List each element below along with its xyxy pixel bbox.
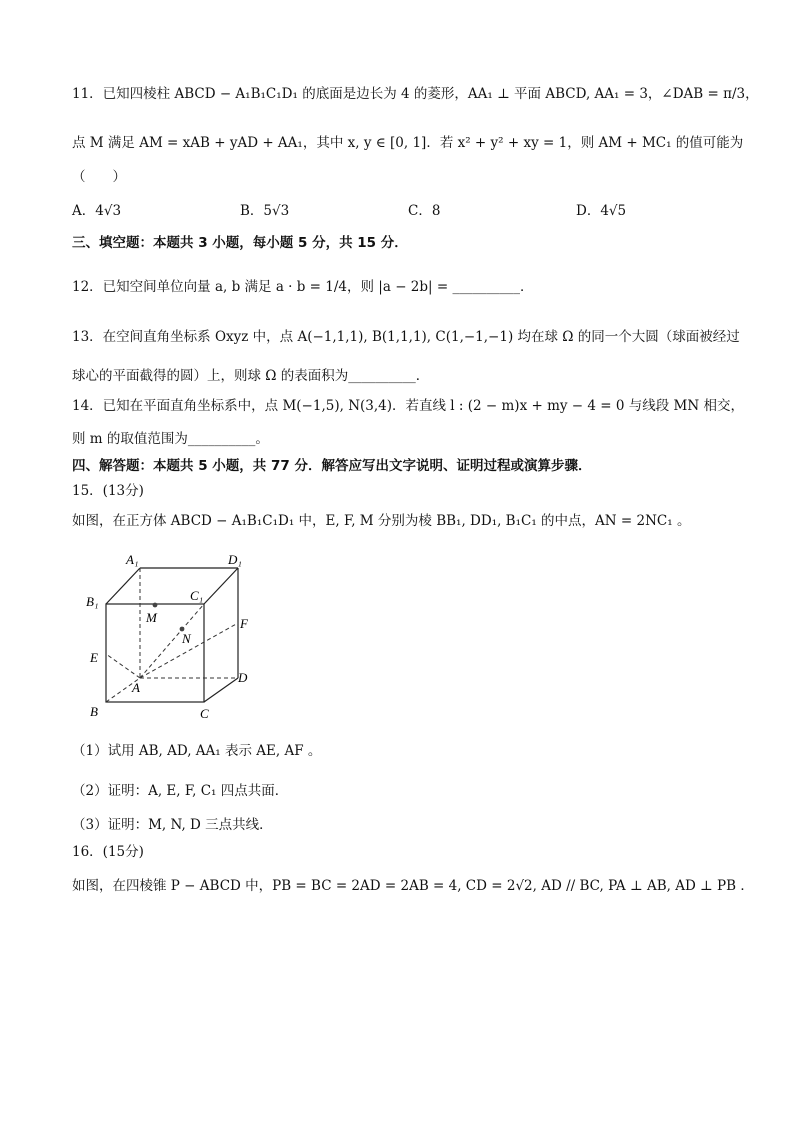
q11-option-c: C．8: [408, 203, 441, 219]
q13-line1: 13．在空间直角坐标系 Oxyz 中，点 A(−1,1,1), B(1,1,1), C(1,−1,−1) 均在球 Ω 的同一个大圆（球面被经过: [72, 329, 740, 345]
q16-stem: 如图，在四棱锥 P − ABCD 中，PB = BC = 2AD = 2AB = 4, CD = 2√2, AD // BC, PA ⊥ AB, AD ⊥ PB ．: [72, 878, 754, 894]
section3-heading: 三、填空题：本题共 3 小题，每小题 5 分，共 15 分．: [72, 235, 408, 251]
q13-line2: 球心的平面截得的圆）上，则球 Ω 的表面积为__________．: [72, 368, 430, 384]
label-n: N: [182, 631, 191, 646]
label-c1: C₁: [190, 588, 204, 603]
q15-header: 15．(13分): [72, 483, 144, 499]
label-b: B: [90, 704, 98, 719]
label-e: E: [90, 650, 98, 665]
label-c: C: [200, 706, 209, 721]
q11-line1: 11．已知四棱柱 ABCD − A₁B₁C₁D₁ 的底面是边长为 4 的菱形，AA₁ ⊥ 平面 ABCD, AA₁ = 3，∠DAB = π/3，: [72, 86, 759, 102]
label-a: A: [132, 680, 140, 695]
label-m: M: [146, 610, 157, 625]
q15-part1: （1）试用 AB, AD, AA₁ 表示 AE, AF 。: [72, 743, 322, 759]
q11-line2: 点 M 满足 AM = xAB + yAD + AA₁，其中 x, y ∈ [0, 1]．若 x² + y² + xy = 1，则 AM + MC₁ 的值可能为: [72, 135, 744, 151]
q14-line2: 则 m 的取值范围为__________。: [72, 431, 269, 447]
q11-option-a: A．4√3: [72, 203, 122, 219]
q16-header: 16．(15分): [72, 844, 144, 860]
q11-option-b: B．5√3: [240, 203, 290, 219]
section4-heading: 四、解答题：本题共 5 小题，共 77 分．解答应写出文字说明、证明过程或演算步骤．: [72, 458, 592, 474]
cube-figure: [78, 550, 278, 730]
q12-text: 12．已知空间单位向量 a, b 满足 a · b = 1/4，则 |a − 2b| = __________．: [72, 279, 534, 295]
q14-line1: 14．已知在平面直角坐标系中，点 M(−1,5), N(3,4)．若直线 l : (2 − m)x + my − 4 = 0 与线段 MN 相交，: [72, 398, 744, 414]
q15-part3: （3）证明：M, N, D 三点共线．: [72, 817, 273, 833]
q11-paren: （ ）: [72, 169, 126, 185]
label-f: F: [240, 616, 248, 631]
q11-option-d: D．4√5: [576, 203, 627, 219]
label-d1: D₁: [228, 552, 242, 567]
label-d: D: [238, 670, 248, 685]
label-a1: A₁: [126, 552, 139, 567]
q15-stem: 如图，在正方体 ABCD − A₁B₁C₁D₁ 中，E, F, M 分别为棱 BB₁, DD₁, B₁C₁ 的中点，AN = 2NC₁ 。: [72, 513, 691, 529]
q15-part2: （2）证明：A, E, F, C₁ 四点共面．: [72, 783, 289, 799]
label-b1: B₁: [86, 594, 99, 609]
